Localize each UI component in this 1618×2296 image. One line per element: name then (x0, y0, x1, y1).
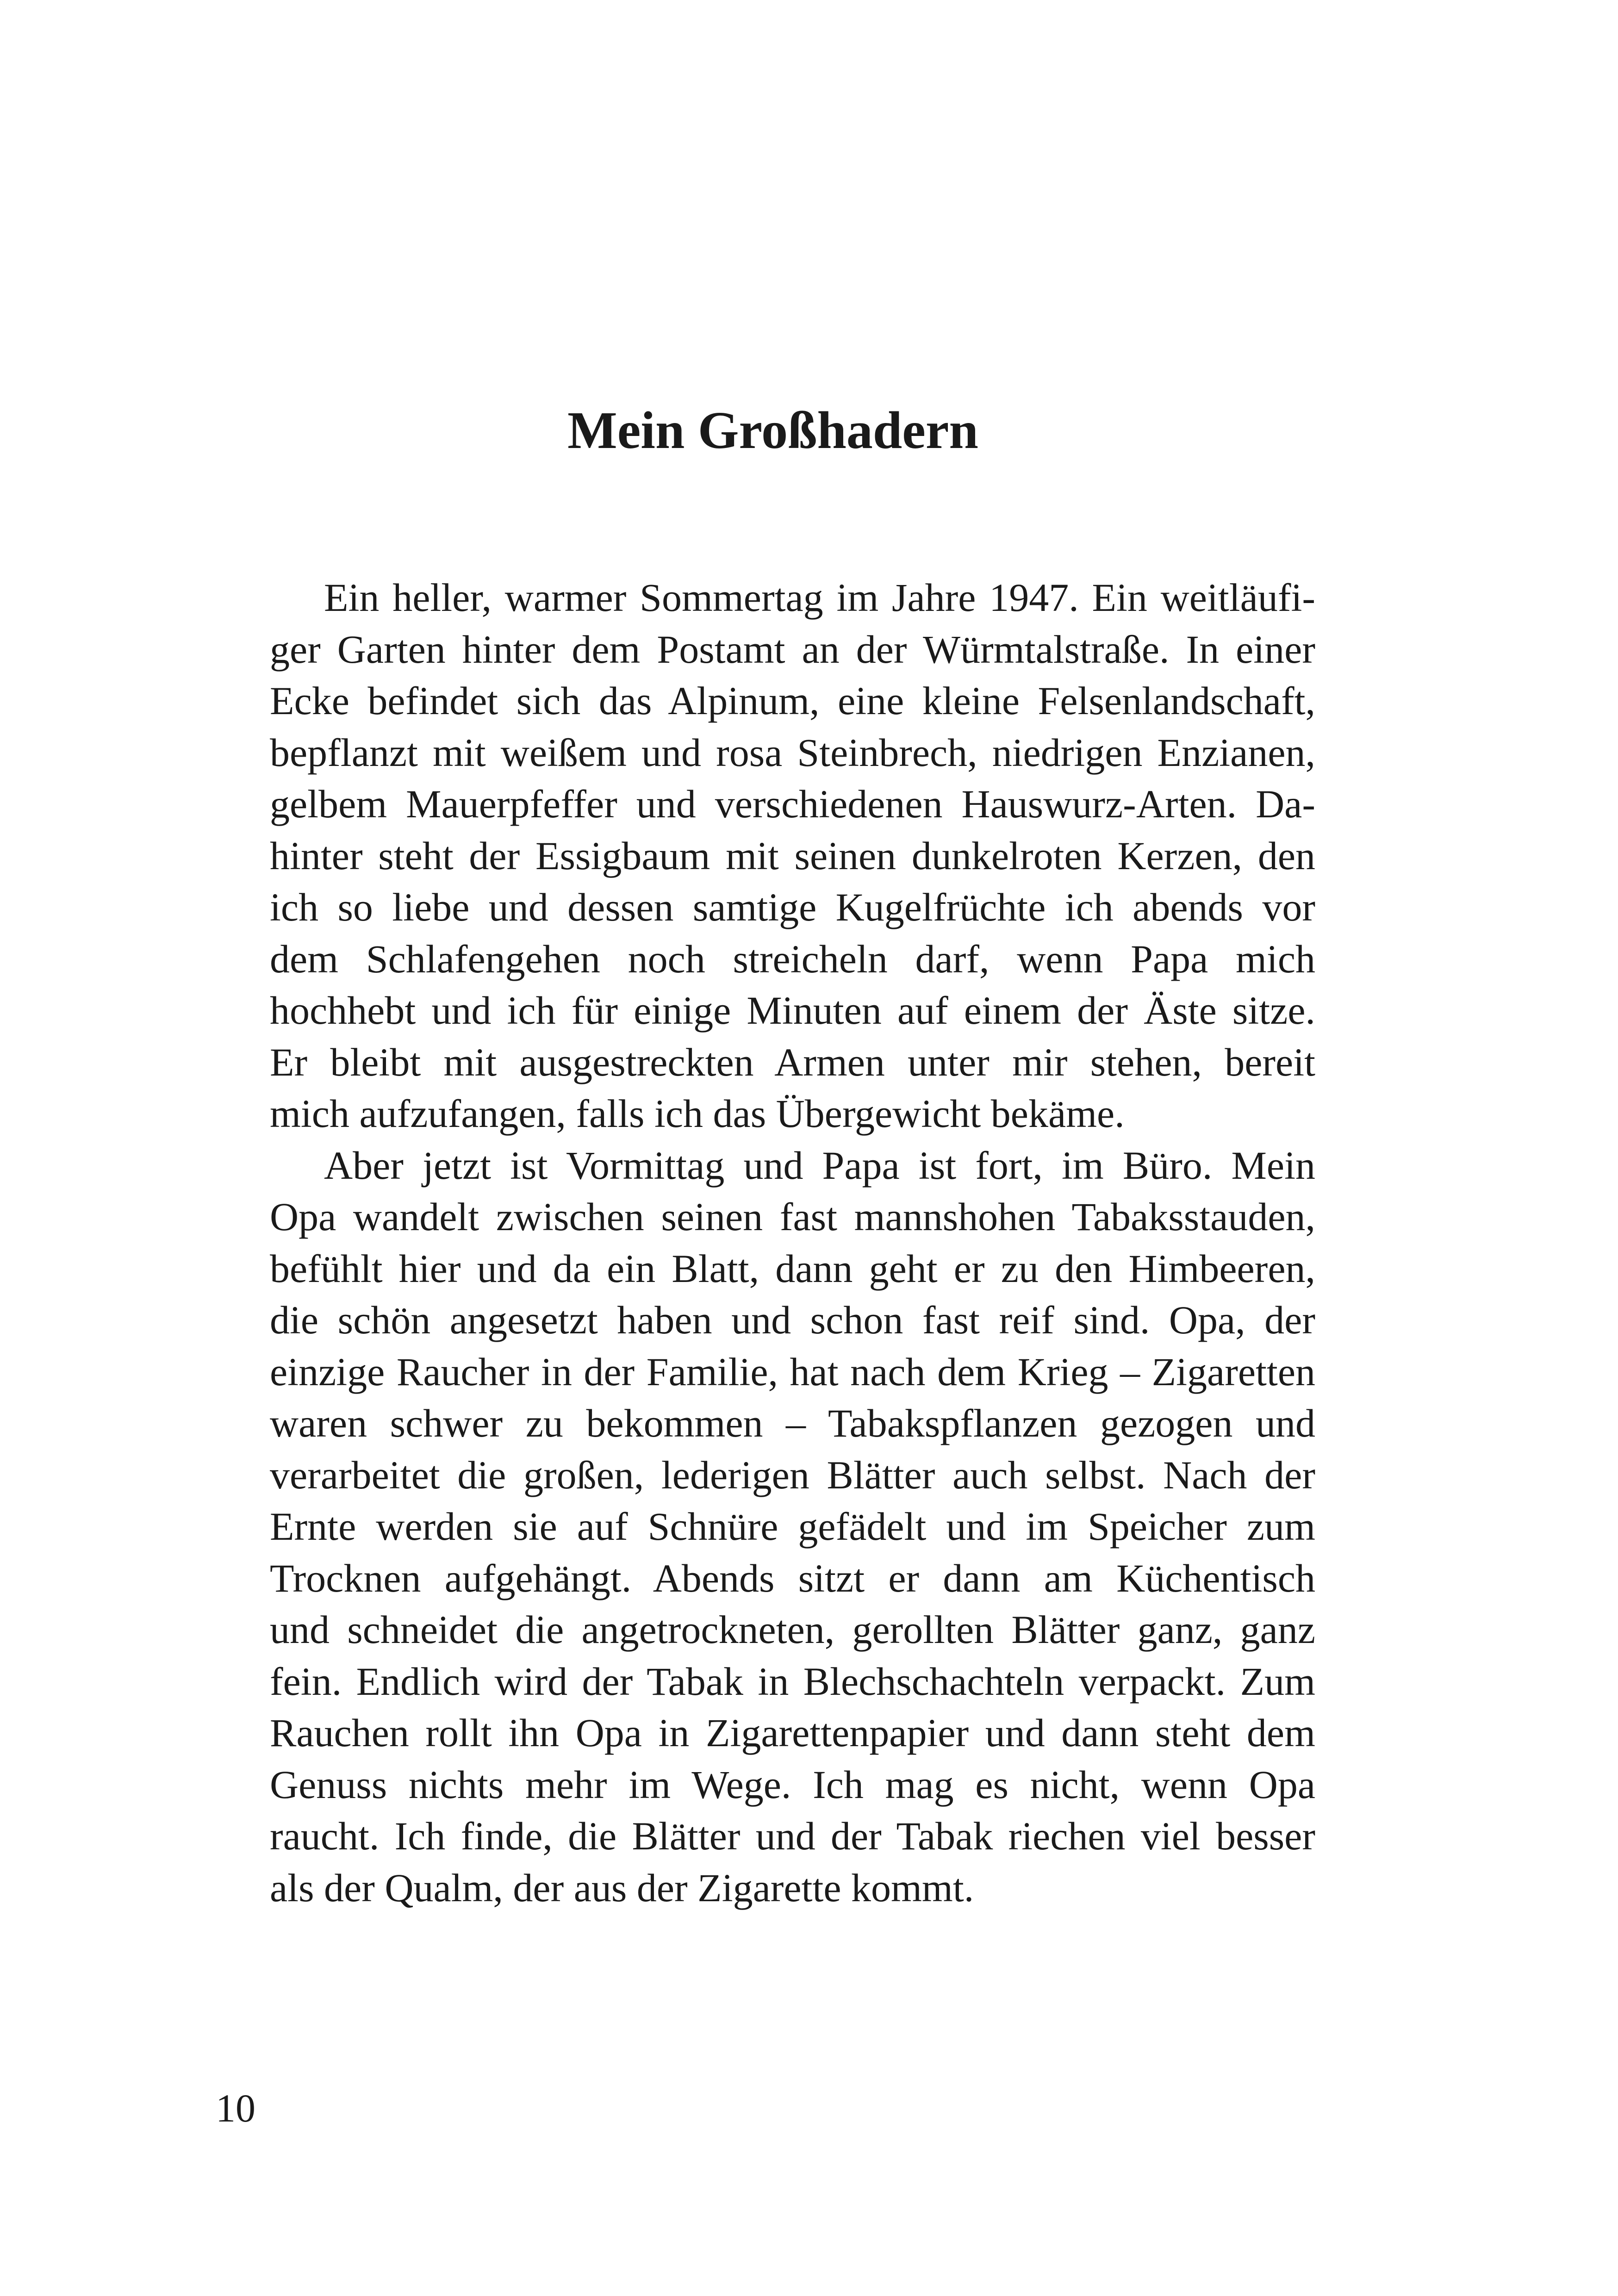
page-number: 10 (216, 2086, 255, 2130)
text-line: hinter steht der Essigbaum mit seinen dunkelroten Kerzen, den (270, 833, 1315, 878)
body-text (216, 572, 1315, 1914)
text-line: ich so liebe und dessen samtige Kugelfrüchte ich abends vor (270, 885, 1315, 929)
paragraph-1 (216, 572, 1315, 1140)
text-line: mich aufzufangen, falls ich das Übergewicht bekäme. (270, 1091, 1125, 1136)
text-line: ger Garten hinter dem Postamt an der Würmtalstraße. In einer (270, 627, 1315, 672)
text-line: dem Schlafengehen noch streicheln darf, wenn Papa mich (270, 936, 1315, 981)
text-line: und schneidet die angetrockneten, gerollten Blätter ganz, ganz (270, 1607, 1315, 1652)
text-line: gelbem Mauerpfeffer und verschiedenen Hauswurz-Arten. Da- (270, 782, 1315, 826)
text-line: als der Qualm, der aus der Zigarette kommt. (270, 1865, 974, 1910)
text-line: waren schwer zu bekommen – Tabakspflanzen gezogen und (270, 1401, 1315, 1445)
text-line: verarbeitet die großen, lederigen Blätter auch selbst. Nach der (270, 1452, 1315, 1497)
text-line: Rauchen rollt ihn Opa in Zigarettenpapier und dann steht dem (270, 1711, 1315, 1755)
text-line: hochhebt und ich für einige Minuten auf einem der Äste sitze. (270, 988, 1315, 1033)
text-line: Trocknen aufgehängt. Abends sitzt er dann am Küchentisch (270, 1556, 1315, 1600)
text-line: Genuss nichts mehr im Wege. Ich mag es nicht, wenn Opa (270, 1762, 1315, 1807)
text-line: Aber jetzt ist Vormittag und Papa ist fort, im Büro. Mein (324, 1143, 1315, 1188)
text-line: Opa wandelt zwischen seinen fast mannshohen Tabaksstauden, (270, 1195, 1315, 1239)
text-line: Ernte werden sie auf Schnüre gefädelt und im Speicher zum (270, 1504, 1315, 1549)
text-line: Er bleibt mit ausgestreckten Armen unter mir stehen, bereit (270, 1039, 1315, 1084)
text-line: Ein heller, warmer Sommertag im Jahre 1947. Ein weitläufi- (324, 575, 1315, 620)
text-line: raucht. Ich finde, die Blätter und der Tabak riechen viel besser (270, 1814, 1315, 1858)
text-line: fein. Endlich wird der Tabak in Blechschachteln verpackt. Zum (270, 1659, 1315, 1704)
text-line: einzige Raucher in der Familie, hat nach dem Krieg – Zigaretten (270, 1349, 1315, 1394)
text-line: bepflanzt mit weißem und rosa Steinbrech, niedrigen Enzianen, (270, 730, 1315, 775)
text-line: Ecke befindet sich das Alpinum, eine kleine Felsenlandschaft, (270, 678, 1315, 723)
paragraph-2 (216, 1140, 1315, 1914)
text-line: die schön angesetzt haben und schon fast reif sind. Opa, der (270, 1298, 1315, 1342)
chapter-title: Mein Großhadern (567, 401, 978, 460)
text-line: befühlt hier und da ein Blatt, dann geht er zu den Himbeeren, (270, 1246, 1315, 1291)
